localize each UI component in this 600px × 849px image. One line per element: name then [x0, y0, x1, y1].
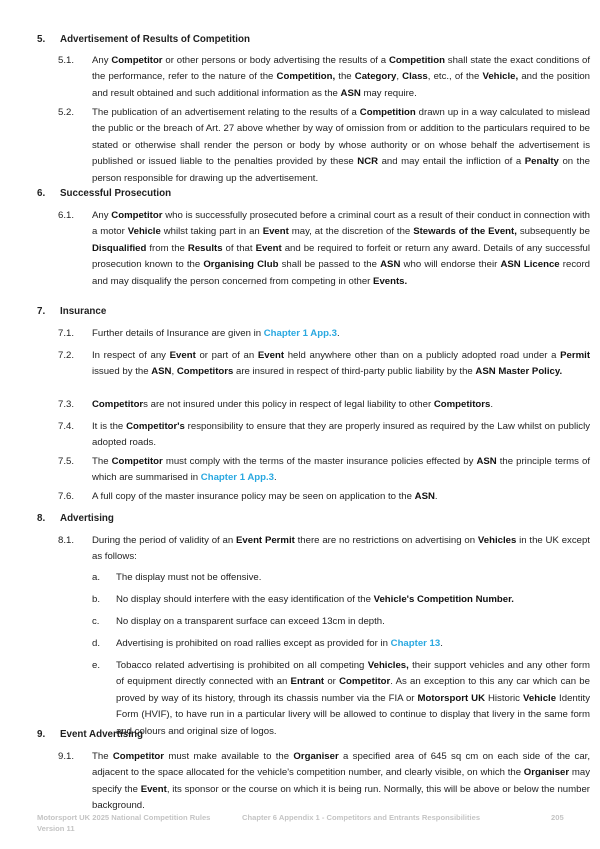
item-letter: d.: [92, 638, 101, 649]
section-heading-8: 8. Advertising: [37, 513, 114, 524]
clause-7-6: [58, 489, 593, 505]
clause-number: 7.1.: [58, 328, 75, 339]
list-item-c: [92, 614, 592, 630]
clause-5-2: [58, 105, 593, 187]
clause-6-1: [58, 208, 593, 290]
item-letter: c.: [92, 616, 100, 627]
chapter-1-app3-link[interactable]: Chapter 1 App.3: [200, 472, 274, 484]
footer-left: [37, 812, 210, 834]
clause-number: 7.4.: [58, 421, 75, 432]
section-title: Insurance: [60, 306, 107, 317]
clause-text: Further details of Insurance are given in Chapter 1 App.3.: [92, 328, 340, 339]
item-letter: a.: [92, 572, 101, 583]
section-heading-5: 5. Advertisement of Results of Competition: [37, 34, 250, 45]
clause-7-5: [58, 454, 593, 487]
item-letter: b.: [92, 594, 101, 605]
item-text: No display on a transparent surface can exceed 13cm in depth.: [116, 616, 385, 627]
section-title: Event Advertising: [60, 729, 143, 740]
item-text: Tobacco related advertising is prohibited on all competing Vehicles, their support vehicles and any other form of equipment directly connected with an Entrant or Competitor. As an exception to this any car which can be proved by way of its history, through its chassis number via the FIA or Motorsport UK Historic Vehicle Identity Form (HVIF), to have run in a particular livery will be allowed to continue to display that livery in the same form and colours and original size of logos.: [116, 660, 590, 737]
clause-text: Any Competitor who is successfully prosecuted before a criminal court as a result of their conduct in connection with a motor Vehicle whilst taking part in an Event may, at the discretion of the Stewards of the Event, subsequently be Disqualified from the Results of that Event and be required to forfeit or return any award. Details of any successful prosecution known to the Organising Club shall be passed to the ASN who will endorse their ASN Licence record and may disqualify the person concerned from competing in other Events.: [92, 210, 590, 287]
footer-publication-title: Motorsport UK 2025 National Competition Rules: [37, 813, 211, 822]
clause-text: It is the Competitor's responsibility to ensure that they are properly insured as required by the Law whilst on publicly adopted roads.: [92, 421, 591, 449]
clause-number: 6.1.: [58, 210, 75, 221]
clause-text: In respect of any Event or part of an Event held anywhere other than on a publicly adopted road under a Permit issued by the ASN, Competitors are insured in respect of third-party public liability by the ASN Master Policy.: [92, 350, 591, 378]
clause-text: A full copy of the master insurance policy may be seen on application to the ASN.: [92, 491, 438, 502]
section-title: Advertising: [60, 513, 114, 524]
item-text: Advertising is prohibited on road rallies except as provided for in Chapter 13.: [116, 638, 443, 649]
footer-page-number: 205: [551, 813, 564, 822]
section-heading-7: 7. Insurance: [37, 306, 107, 317]
clause-text: The publication of an advertisement relating to the results of a Competition drawn up in a way calculated to mislead the public or the breach of Art. 27 above whether by way of omission from or addition to the particulars required to be stated or otherwise shall render the person or body by whose authority or on whose behalf the advertisement is published or issued liable to the penalties provided by these NCR and may entail the infliction of a Penalty on the person responsible for drawing up the advertisement.: [92, 107, 591, 184]
clause-number: 7.6.: [58, 491, 75, 502]
clause-number: 7.5.: [58, 456, 75, 467]
footer-version: Version 11: [37, 824, 75, 833]
section-title: Successful Prosecution: [60, 188, 172, 199]
item-letter: e.: [92, 660, 101, 671]
footer-chapter-title: Chapter 6 Appendix 1 - Competitors and Entrants Responsibilities: [242, 813, 481, 822]
clause-7-1: [58, 326, 593, 342]
clause-number: 5.1.: [58, 55, 75, 66]
clause-7-4: [58, 419, 593, 452]
chapter-1-app3-link[interactable]: Chapter 1 App.3: [263, 328, 337, 339]
item-text: The display must not be offensive.: [116, 572, 262, 583]
clause-text: The Competitor must make available to the Organiser a specified area of 645 sq cm on each side of the car, adjacent to the space allocated for the vehicle's competition number, and clearly visible, on which the Organiser may specify the Event, its sponsor or the course on which it is being run. Normally, this will be above or below the number background.: [92, 751, 591, 812]
clause-text: Any Competitor or other persons or body advertising the results of a Competition shall state the exact conditions of the performance, refer to the nature of the Competition, the Category, Class, etc., of the Vehicle, and the position and result obtained and such additional information as the ASN may require.: [92, 55, 590, 99]
section-heading-6: 6. Successful Prosecution: [37, 188, 172, 199]
clause-9-1: [58, 749, 593, 815]
section-title: Advertisement of Results of Competition: [60, 34, 250, 45]
clause-text: Competitors are not insured under this policy in respect of legal liability to other Competitors.: [92, 399, 493, 410]
clause-number: 5.2.: [58, 107, 75, 118]
chapter-13-link[interactable]: Chapter 13: [390, 638, 441, 649]
clause-text: During the period of validity of an Event Permit there are no restrictions on advertising on Vehicles in the UK except as follows:: [92, 535, 590, 563]
clause-8-1: [58, 533, 593, 566]
clause-number: 7.2.: [58, 350, 75, 361]
item-text: No display should interfere with the easy identification of the Vehicle's Competition Number.: [116, 594, 514, 605]
section-heading-9: 9. Event Advertising: [37, 729, 143, 740]
clause-5-1: [58, 53, 593, 102]
list-item-e: [92, 658, 592, 740]
clause-number: 9.1.: [58, 751, 75, 762]
clause-number: 8.1.: [58, 535, 75, 546]
list-item-d: [92, 636, 592, 652]
clause-number: 7.3.: [58, 399, 75, 410]
list-item-b: [92, 592, 592, 608]
list-item-a: [92, 570, 592, 586]
clause-7-2: [58, 348, 593, 381]
clause-text: The Competitor must comply with the terms of the master insurance policies effected by ASN the principle terms of which are summarised in Chapter 1 App.3.: [92, 456, 590, 484]
clause-7-3: [58, 397, 593, 413]
